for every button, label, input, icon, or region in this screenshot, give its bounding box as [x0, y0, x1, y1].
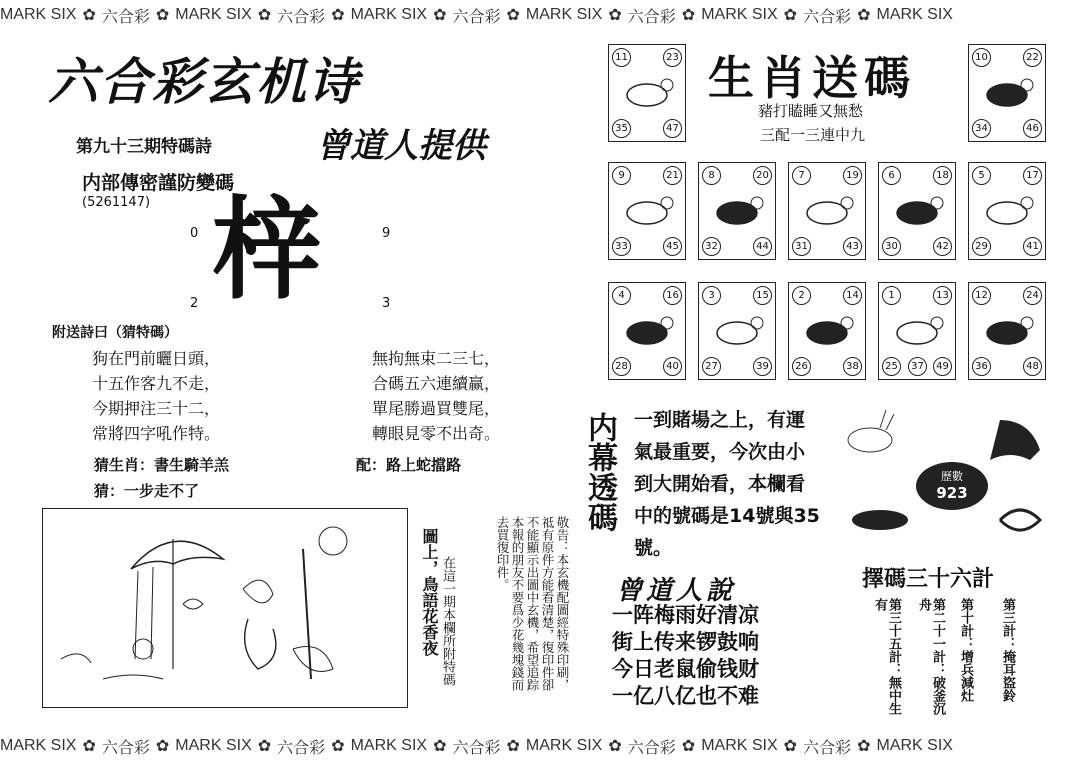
- badge-label: 歷數: [941, 470, 963, 483]
- zodiac-number: 25: [882, 357, 901, 376]
- flower-icon: ✿: [433, 738, 447, 755]
- zodiac-number: 40: [663, 357, 682, 376]
- zodiac-title: 生肖送碼: [708, 51, 916, 105]
- zodiac-number: 30: [882, 237, 901, 256]
- zodiac-number: 10: [972, 48, 991, 67]
- flower-icon: ✿: [681, 738, 696, 755]
- zodiac-number: 27: [702, 357, 721, 376]
- zodiac-number: 36: [972, 357, 991, 376]
- zodiac-subtitle: 三配一三連中九: [760, 126, 866, 144]
- flower-icon: ✿: [506, 738, 520, 755]
- banner-item: MARK SIX: [350, 6, 428, 23]
- banner-item: MARK SIX: [175, 737, 252, 754]
- guess-zodiac: 猜生肖：書生騎羊羔: [94, 456, 230, 474]
- rabbit-icon: [619, 189, 675, 233]
- saying-text: [612, 602, 759, 710]
- zodiac-number: 46: [1023, 119, 1042, 138]
- strategy-column: 第二十一計：破釜沉舟: [916, 598, 945, 715]
- strategy-column: 第三計：掩耳盜鈴: [1000, 598, 1015, 702]
- zodiac-box: [698, 162, 776, 260]
- saying-line: 街上传来锣鼓响: [612, 630, 759, 654]
- pairing-label: 配：路上蛇擋路: [356, 456, 462, 474]
- zodiac-number: 11: [612, 48, 631, 67]
- zodiac-number: 39: [753, 357, 772, 376]
- zodiac-number: 47: [663, 119, 682, 138]
- strategy-column: 第三十五計：無中生有: [872, 598, 901, 715]
- corner-number: 0: [190, 226, 199, 241]
- inside-line: 氣最重要，今次由小: [634, 441, 806, 463]
- big-character: 梓: [212, 185, 322, 314]
- banner-item: MARK SIX: [701, 737, 778, 754]
- flower-icon: ✿: [82, 7, 96, 24]
- saying-line: 一亿八亿也不难: [612, 684, 759, 708]
- poem-right: [372, 346, 500, 446]
- provider-label: 曾道人提供: [316, 126, 486, 166]
- page-title: 六合彩玄机诗: [48, 53, 360, 111]
- flower-icon: ✿: [155, 738, 170, 755]
- flower-icon: ✿: [506, 7, 520, 24]
- bottom-banner: [0, 731, 1080, 761]
- zodiac-number: 15: [753, 286, 772, 305]
- banner-item: 六合彩: [803, 8, 852, 26]
- horse-icon: [889, 189, 945, 233]
- strategy-title: 擇碼三十六計: [862, 567, 995, 592]
- zodiac-number: 3: [702, 286, 721, 305]
- flower-icon: ✿: [608, 7, 622, 24]
- zodiac-number: 9: [612, 166, 631, 185]
- zodiac-number: 6: [882, 166, 901, 185]
- zodiac-box: [608, 44, 686, 142]
- banner-item: MARK SIX: [350, 737, 428, 754]
- flower-icon: ✿: [257, 7, 272, 24]
- zodiac-number: 31: [792, 237, 811, 256]
- zodiac-box: [968, 162, 1046, 260]
- secret-label: 内部傳密謹防變碼: [82, 172, 235, 194]
- zodiac-number: 8: [702, 166, 721, 185]
- poem-header: 附送詩曰（猜特碼）: [52, 325, 178, 341]
- banner-item: 六合彩: [277, 739, 326, 757]
- banner-item: MARK SIX: [525, 737, 603, 754]
- banner-item: 六合彩: [627, 739, 676, 757]
- banner-item: MARK SIX: [876, 737, 953, 754]
- zodiac-number: 23: [663, 48, 682, 67]
- inside-label: 内幕透碼: [582, 412, 617, 532]
- zodiac-number: 5: [972, 166, 991, 185]
- zodiac-box: [788, 162, 866, 260]
- flower-icon: ✿: [608, 738, 622, 755]
- zodiac-number: 29: [972, 237, 991, 256]
- inside-line: 號。: [634, 537, 673, 559]
- zodiac-box: [698, 282, 776, 380]
- banner-item: MARK SIX: [175, 6, 252, 23]
- flower-icon: ✿: [783, 738, 798, 755]
- flower-icon: ✿: [331, 738, 345, 755]
- badge-value: 923: [936, 484, 968, 502]
- banner-item: MARK SIX: [876, 6, 953, 23]
- poem-line: 常將四字吼作特。: [92, 424, 221, 443]
- saying-line: 今日老鼠偷钱财: [612, 657, 759, 681]
- zodiac-number: 18: [933, 166, 952, 185]
- poem-line: 無拘無束二三七，: [372, 349, 501, 368]
- banner-item: 六合彩: [452, 739, 501, 757]
- horse-icon: [990, 420, 1040, 460]
- goat-icon: [979, 189, 1035, 233]
- flower-icon: ✿: [681, 7, 696, 24]
- banner-item: MARK SIX: [0, 737, 77, 754]
- zodiac-number: 22: [1023, 48, 1042, 67]
- poem-line: 轉眼見零不出奇。: [372, 424, 501, 443]
- zodiac-box: [968, 282, 1046, 380]
- inside-line: 一到賭場之上，有運: [634, 409, 806, 431]
- zodiac-number: 24: [1023, 286, 1042, 305]
- tiger-icon: [852, 510, 908, 530]
- poem-line: 十五作客九不走，: [92, 374, 221, 393]
- zodiac-box: [608, 162, 686, 260]
- zodiac-subtitle: 豬打瞌睡又無愁: [758, 102, 864, 120]
- zodiac-number: 44: [753, 237, 772, 256]
- zodiac-number: 33: [612, 237, 631, 256]
- zodiac-number: 49: [933, 357, 952, 376]
- rooster-icon: [709, 309, 765, 353]
- banner-item: MARK SIX: [701, 6, 778, 23]
- flower-icon: ✿: [857, 7, 871, 24]
- zodiac-number: 34: [972, 119, 991, 138]
- saying-line: 一阵梅雨好清凉: [612, 603, 759, 627]
- dragon-icon: [709, 189, 765, 233]
- zodiac-box: [608, 282, 686, 380]
- inside-line: 到大開始看，本欄看: [634, 473, 806, 495]
- poem-line: 狗在門前曬日頭，: [92, 349, 221, 368]
- ox-icon: [619, 71, 675, 115]
- zodiac-number: 1: [882, 286, 901, 305]
- zodiac-number: 38: [843, 357, 862, 376]
- flower-icon: ✿: [155, 7, 170, 24]
- snake-icon: [799, 189, 855, 233]
- poem-left: [92, 346, 220, 446]
- flower-icon: ✿: [433, 7, 447, 24]
- vertical-note: 在這一期本欄所附特碼: [440, 556, 455, 686]
- pig-icon: [889, 309, 945, 353]
- zodiac-number: 28: [612, 357, 631, 376]
- dragon-icon: [1000, 510, 1040, 530]
- banner-item: 六合彩: [803, 739, 852, 757]
- zodiac-number: 20: [753, 166, 772, 185]
- zodiac-box: [878, 162, 956, 260]
- zodiac-number: 43: [843, 237, 862, 256]
- badge-animals: [840, 400, 1070, 550]
- zodiac-number: 4: [612, 286, 631, 305]
- zodiac-number: 14: [843, 286, 862, 305]
- flower-icon: ✿: [331, 7, 345, 24]
- corner-number: 9: [382, 226, 391, 241]
- top-banner: [0, 0, 1080, 30]
- banner-item: MARK SIX: [0, 6, 77, 23]
- flower-icon: ✿: [857, 738, 871, 755]
- notice-text: 敬告：本玄機配圖經特殊印刷，祗有原件方能看清楚，復印件卻不能顯示出圖中玄機，希望追踪本報的朋友不要爲少花幾塊錢而去買復印件。: [495, 516, 570, 691]
- guess-second: 猜：一步走不了: [94, 482, 200, 500]
- rabbit-icon: [848, 410, 894, 452]
- zodiac-number: 21: [663, 166, 682, 185]
- poem-line: 合碼五六連續赢，: [372, 374, 501, 393]
- zodiac-number: 37: [908, 357, 927, 376]
- dog-icon: [799, 309, 855, 353]
- zodiac-number: 45: [663, 237, 682, 256]
- tiger-icon: [979, 71, 1035, 115]
- poem-line: 單尾勝過買雙尾，: [372, 399, 501, 418]
- monkey-icon: [619, 309, 675, 353]
- banner-item: 六合彩: [277, 8, 326, 26]
- puzzle-picture: [42, 508, 408, 708]
- banner-item: 六合彩: [452, 8, 501, 26]
- code-label: (5261147): [82, 195, 151, 210]
- zodiac-number: 26: [792, 357, 811, 376]
- inside-line: 中的號碼是14號與35: [634, 505, 820, 527]
- zodiac-number: 32: [702, 237, 721, 256]
- saying-title: 曾道人說: [616, 576, 737, 606]
- banner-item: 六合彩: [101, 8, 150, 26]
- corner-number: 3: [382, 296, 391, 311]
- zodiac-number: 42: [933, 237, 952, 256]
- picture-title: 圖上，鳥語花香夜: [420, 528, 439, 656]
- poem-line: 今期押注三十二，: [92, 399, 221, 418]
- umbrella-flower-drawing: [43, 509, 407, 707]
- zodiac-box: [788, 282, 866, 380]
- banner-item: MARK SIX: [525, 6, 603, 23]
- zodiac-number: 7: [792, 166, 811, 185]
- zodiac-number: 12: [972, 286, 991, 305]
- issue-label: 第九十三期特碼詩: [76, 137, 212, 157]
- flower-icon: ✿: [82, 738, 96, 755]
- zodiac-number: 35: [612, 119, 631, 138]
- zodiac-number: 2: [792, 286, 811, 305]
- flower-icon: ✿: [783, 7, 798, 24]
- zodiac-number: 48: [1023, 357, 1042, 376]
- strategy-column: 第十計：增兵減灶: [958, 598, 973, 702]
- flower-icon: ✿: [257, 738, 272, 755]
- zodiac-box: [878, 282, 956, 380]
- inside-text: [634, 404, 820, 564]
- rat-icon: [979, 309, 1035, 353]
- banner-item: 六合彩: [101, 739, 150, 757]
- zodiac-number: 13: [933, 286, 952, 305]
- zodiac-number: 41: [1023, 237, 1042, 256]
- zodiac-number: 16: [663, 286, 682, 305]
- zodiac-number: 19: [843, 166, 862, 185]
- zodiac-box: [968, 44, 1046, 142]
- banner-item: 六合彩: [627, 8, 676, 26]
- corner-number: 2: [190, 296, 199, 311]
- zodiac-number: 17: [1023, 166, 1042, 185]
